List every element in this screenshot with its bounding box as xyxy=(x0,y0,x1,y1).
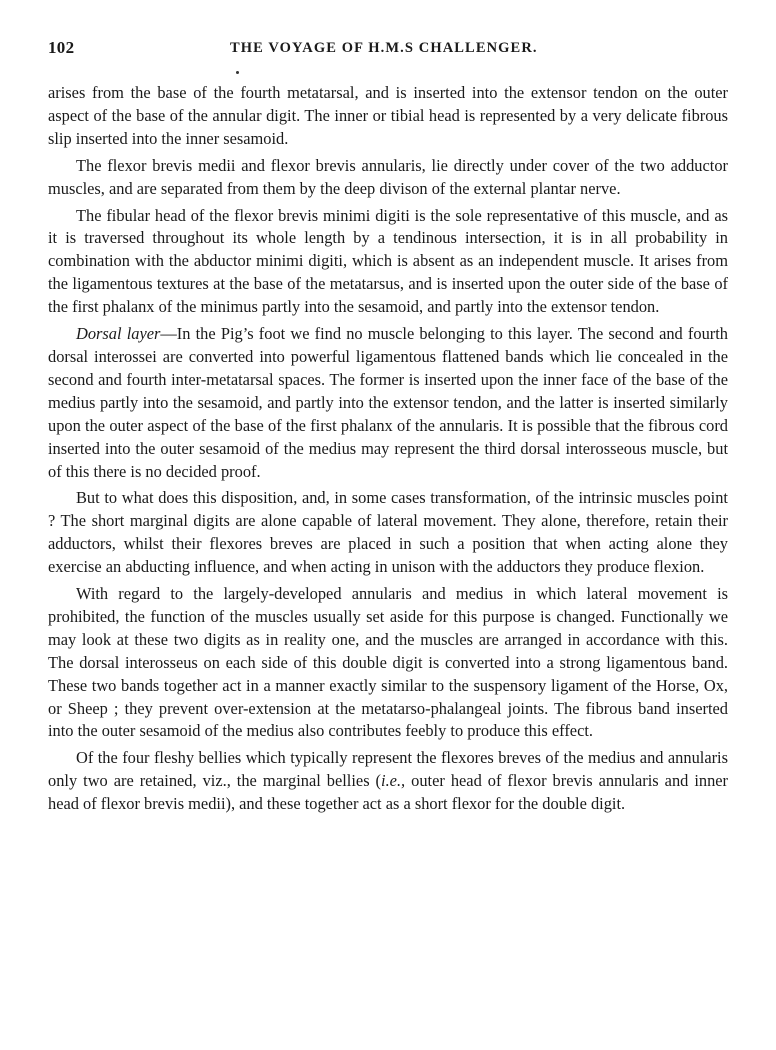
paragraph-4-italic-lead: Dorsal layer xyxy=(76,324,161,344)
body-text xyxy=(48,82,728,820)
paragraph-4 xyxy=(48,323,728,483)
paragraph-3: The fibular head of the flexor brevis minimi digiti is the sole representative of this muscle, and as it is traversed throughout its whole length by a tendinous intersection, it is in all probability in combination with the abductor minimi digiti, which is absent as an independent muscle. It arises from the ligamentous textures at the base of the metatarsus, and is inserted upon the outer side of the base of the first phalanx of the minimus partly into the sesamoid, and partly into the extensor tendon. xyxy=(48,205,728,317)
paragraph-7-text-after: outer head of flexor brevis annularis and inner head of flexor brevis medii), and these together act as a short flexor for the double digit. xyxy=(48,771,729,814)
paragraph-7 xyxy=(48,747,728,816)
page-number: 102 xyxy=(48,38,75,57)
paragraph-7-italic: i.e., xyxy=(381,771,406,791)
page-header xyxy=(48,38,730,62)
paragraph-2: The flexor brevis medii and flexor brevis annularis, lie directly under cover of the two adductor muscles, and are separated from them by the deep divison of the external plantar nerve. xyxy=(48,155,728,198)
running-title: THE VOYAGE OF H.M.S CHALLENGER. xyxy=(230,40,538,56)
paragraph-1: arises from the base of the fourth metatarsal, and is inserted into the extensor tendon on the outer aspect of the base of the annular digit. The inner or tibial head is represented by a very delicate fibrous slip inserted into the inner sesamoid. xyxy=(48,83,728,148)
paragraph-7-text-before: Of the four fleshy bellies which typically represent the flexores breves of the medius and annularis only two are retained, viz., the marginal bellies ( xyxy=(48,748,728,791)
paragraph-5: But to what does this disposition, and, in some cases transformation, of the intrinsic muscles point ? The short marginal digits are alone capable of lateral movement. They alone, therefore, retain their adductors, whilst their flexores breves are placed in such a position that when acting alone they exercise an abducting influence, and when acting in unison with the adductors they produce flexion. xyxy=(48,488,728,577)
paragraph-4-text: —In the Pig’s foot we find no muscle belonging to this layer. The second and fourth dorsal interossei are converted into powerful ligamentous flattened bands which lie concealed in the second and fourth inter-metatarsal spaces. The former is inserted upon the inner face of the base of the medius partly into the sesamoid, and partly into the extensor tendon, and the latter is inserted similarly upon the outer aspect of the base of the first phalanx of the annularis. It is possible that the fibrous cord inserted into the outer sesamoid of the medius may represent the third dorsal interosseous muscle, but of this there is no decided proof. xyxy=(48,324,728,481)
print-speck xyxy=(236,71,239,74)
paragraph-6: With regard to the largely-developed annularis and medius in which lateral movement is prohibited, the function of the muscles usually set aside for this purpose is changed. Functionally we may look at these two digits as in reality one, and the muscles are arranged in accordance with this. The dorsal interosseus on each side of this double digit is converted into a strong ligamentous band. These two bands together act in a manner exactly similar to the suspensory ligament of the Horse, Ox, or Sheep ; they prevent over-extension at the metatarso-phalangeal joints. The fibrous band inserted into the outer sesamoid of the medius also contributes feebly to produce this effect. xyxy=(48,584,728,741)
